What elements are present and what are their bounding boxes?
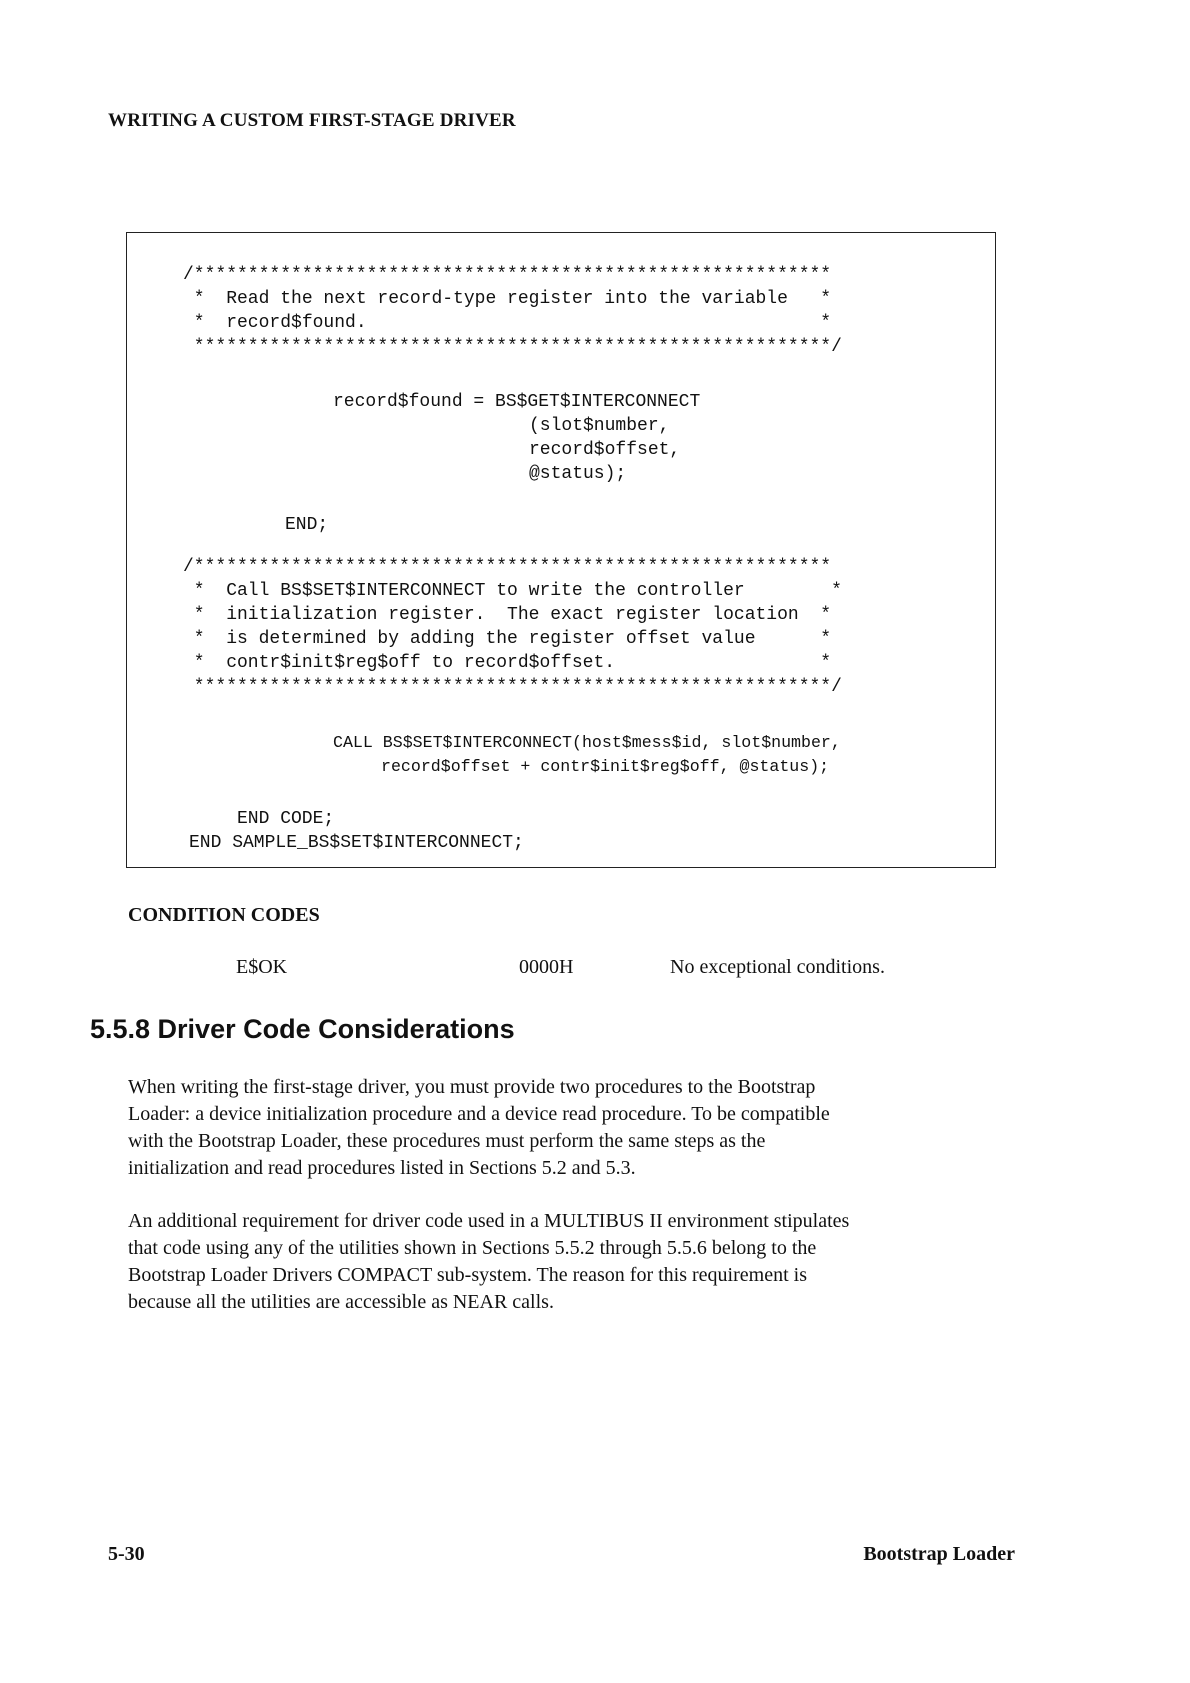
code-statement-line: record$offset, bbox=[529, 440, 681, 460]
code-comment-line: * is determined by adding the register offset value * bbox=[183, 629, 832, 649]
code-statement-line: @status); bbox=[529, 464, 627, 484]
paragraph-line: because all the utilities are accessible as NEAR calls. bbox=[128, 1291, 554, 1313]
code-comment-line: * initialization register. The exact register location * bbox=[183, 605, 832, 625]
condition-code-name: E$OK bbox=[236, 956, 288, 978]
code-comment-line: ***********************************************************/ bbox=[183, 677, 842, 697]
footer-book-title: Bootstrap Loader bbox=[863, 1543, 1015, 1565]
code-statement-line: record$offset + contr$init$reg$off, @status); bbox=[381, 757, 830, 776]
paragraph-line: that code using any of the utilities shown in Sections 5.5.2 through 5.5.6 belong to the bbox=[128, 1237, 817, 1259]
body-paragraph bbox=[128, 1074, 1008, 1182]
code-comment-line: ***********************************************************/ bbox=[183, 337, 842, 357]
code-comment-line: /*********************************************************** bbox=[183, 557, 832, 577]
section-heading: 5.5.8 Driver Code Considerations bbox=[90, 1014, 515, 1044]
body-paragraph bbox=[128, 1208, 1008, 1316]
code-statement-line: CALL BS$SET$INTERCONNECT(host$mess$id, slot$number, bbox=[333, 733, 841, 752]
condition-code-description: No exceptional conditions. bbox=[670, 956, 885, 978]
page-number: 5-30 bbox=[108, 1543, 145, 1565]
code-comment-line: * record$found. * bbox=[183, 313, 832, 333]
code-comment-line: * Call BS$SET$INTERCONNECT to write the controller * bbox=[183, 581, 842, 601]
code-comment-line: * contr$init$reg$off to record$offset. * bbox=[183, 653, 832, 673]
code-comment-line: * Read the next record-type register into the variable * bbox=[183, 289, 832, 309]
paragraph-line: Loader: a device initialization procedure and a device read procedure. To be compatible bbox=[128, 1103, 830, 1125]
running-header: WRITING A CUSTOM FIRST-STAGE DRIVER bbox=[108, 110, 516, 131]
code-statement-line: END CODE; bbox=[237, 809, 335, 829]
paragraph-line: An additional requirement for driver code used in a MULTIBUS II environment stipulates bbox=[128, 1210, 850, 1232]
paragraph-line: Bootstrap Loader Drivers COMPACT sub-system. The reason for this requirement is bbox=[128, 1264, 807, 1286]
code-statement-line: END; bbox=[285, 515, 329, 535]
paragraph-line: When writing the first-stage driver, you must provide two procedures to the Bootstrap bbox=[128, 1076, 816, 1098]
code-comment-line: /*********************************************************** bbox=[183, 265, 832, 285]
code-listing-box bbox=[126, 232, 996, 868]
condition-codes-heading: CONDITION CODES bbox=[128, 904, 320, 926]
code-statement-line: END SAMPLE_BS$SET$INTERCONNECT; bbox=[189, 833, 524, 853]
code-statement-line: record$found = BS$GET$INTERCONNECT bbox=[333, 392, 701, 412]
paragraph-line: initialization and read procedures listed in Sections 5.2 and 5.3. bbox=[128, 1157, 636, 1179]
code-statement-line: (slot$number, bbox=[529, 416, 670, 436]
condition-code-value: 0000H bbox=[519, 956, 574, 978]
paragraph-line: with the Bootstrap Loader, these procedures must perform the same steps as the bbox=[128, 1130, 766, 1152]
